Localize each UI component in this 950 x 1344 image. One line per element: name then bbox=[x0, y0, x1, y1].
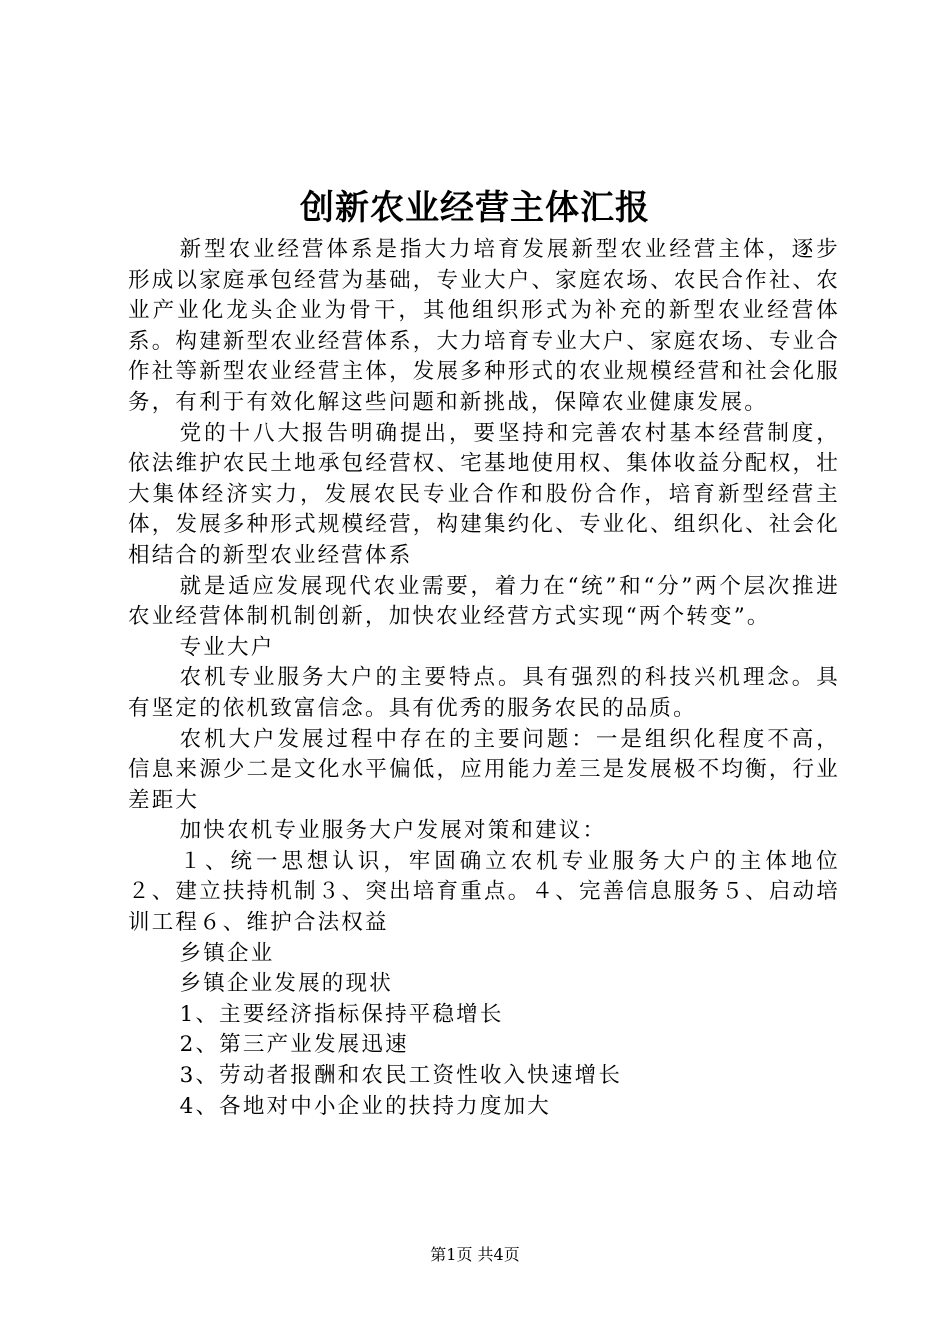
paragraph: １、统一思想认识，牢固确立农机专业服务大户的主体地位２、建立扶持机制３、突出培育重点。４、完善信息服务５、启动培训工程６、维护合法权益 bbox=[128, 848, 840, 936]
document-title: 创新农业经营主体汇报 bbox=[300, 188, 650, 228]
paragraph: 党的十八大报告明确提出，要坚持和完善农村基本经营制度，依法维护农民土地承包经营权、宅基地使用权、集体收益分配权，壮大集体经济实力，发展农民专业合作和股份合作，培育新型经营主体，发展多种形式规模经营，构建集约化、专业化、组织化、社会化相结合的新型农业经营体系 bbox=[128, 420, 840, 568]
section-heading: 专业大户 bbox=[179, 634, 275, 660]
document-body bbox=[128, 235, 840, 1122]
section-heading: 乡镇企业 bbox=[179, 940, 275, 966]
paragraph: 就是适应发展现代农业需要，着力在“统”和“分”两个层次推进农业经营体制机制创新，加快农业经营方式实现“两个转变”。 bbox=[128, 573, 840, 630]
paragraph: 乡镇企业发展的现状 bbox=[179, 971, 393, 997]
paragraph: 农机专业服务大户的主要特点。具有强烈的科技兴机理念。具有坚定的依机致富信念。具有优秀的服务农民的品质。 bbox=[128, 665, 840, 721]
page-number-footer: 第1页 共4页 bbox=[430, 1245, 520, 1264]
paragraph: 新型农业经营体系是指大力培育发展新型农业经营主体，逐步形成以家庭承包经营为基础，专业大户、家庭农场、农民合作社、农业产业化龙头企业为骨干，其他组织形式为补充的新型农业经营体系。构建新型农业经营体系，大力培育专业大户、家庭农场、专业合作社等新型农业经营主体，发展多种形式的农业规模经营和社会化服务，有利于有效化解这些问题和新挑战，保障农业健康发展。 bbox=[128, 237, 840, 415]
paragraph: 加快农机专业服务大户发展对策和建议： bbox=[179, 818, 607, 844]
list-item: 3、劳动者报酬和农民工资性收入快速增长 bbox=[179, 1063, 623, 1089]
list-item: 4、各地对中小企业的扶持力度加大 bbox=[179, 1093, 551, 1119]
list-item: 1、主要经济指标保持平稳增长 bbox=[179, 1001, 504, 1027]
paragraph: 农机大户发展过程中存在的主要问题：一是组织化程度不高，信息来源少二是文化水平偏低，应用能力差三是发展极不均衡，行业差距大 bbox=[128, 726, 840, 813]
list-item: 2、第三产业发展迅速 bbox=[179, 1032, 409, 1058]
